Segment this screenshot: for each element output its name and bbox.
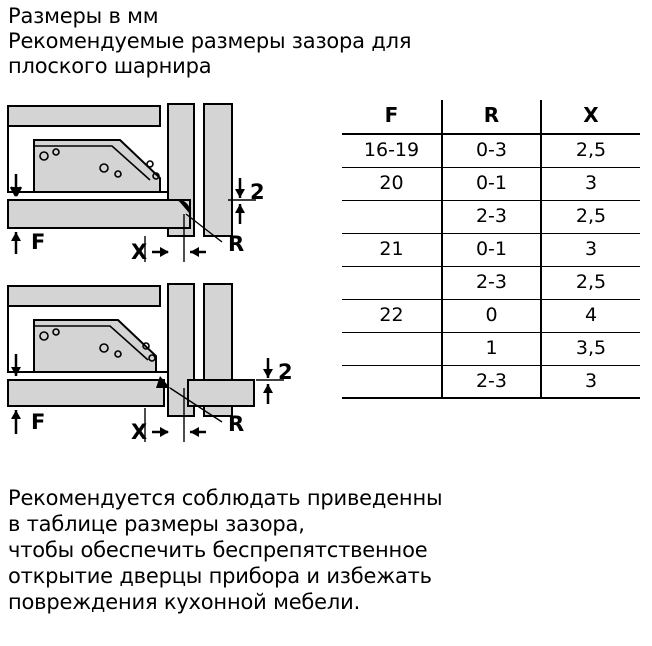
footer-note — [8, 485, 648, 615]
table-header-row — [342, 100, 640, 134]
cell-r: 2-3 — [442, 266, 541, 299]
cell-f — [342, 365, 442, 398]
footer-line-3: чтобы обеспечить беспрепятственное — [8, 538, 428, 562]
cell-f — [342, 266, 442, 299]
heading-line-3: плоского шарнира — [8, 54, 212, 78]
cell-f — [342, 200, 442, 233]
table-row — [342, 266, 640, 299]
cell-f: 16-19 — [342, 134, 442, 167]
cell-r: 0-1 — [442, 233, 541, 266]
table-row — [342, 233, 640, 266]
cell-x: 3 — [584, 238, 598, 260]
cell-r: 2-3 — [442, 365, 541, 398]
footer-line-1: Рекомендуется соблюдать приведенны — [8, 486, 443, 510]
cell-f: 21 — [342, 233, 442, 266]
table-row — [342, 332, 640, 365]
footer-line-5: повреждения кухонной мебели. — [8, 590, 361, 614]
label-gap-bottom: 2 — [278, 360, 293, 384]
cell-r: 0-3 — [442, 134, 541, 167]
footer-line-4: открытие дверцы прибора и избежать — [8, 564, 432, 588]
label-x-top: X — [131, 240, 148, 264]
dimensions-table — [342, 100, 640, 399]
table-header-f: F — [342, 100, 442, 134]
top-view-diagram — [8, 104, 265, 264]
dimensions-table-wrapper — [342, 100, 640, 399]
table-header-x: X — [583, 103, 599, 127]
bottom-view-diagram — [8, 284, 293, 444]
footer-line-2: в таблице размеры зазора, — [8, 512, 305, 536]
cell-r: 2-3 — [442, 200, 541, 233]
label-f-top: F — [31, 230, 46, 254]
cell-r: 1 — [442, 332, 541, 365]
cell-x: 2,5 — [575, 139, 607, 162]
cell-x: 3,5 — [575, 337, 607, 359]
cell-f — [342, 332, 442, 365]
table-row — [342, 200, 640, 233]
label-gap-top: 2 — [250, 180, 265, 204]
label-x-bottom: X — [131, 420, 148, 444]
cell-x: 2,5 — [575, 205, 607, 227]
cell-r: 0-1 — [442, 167, 541, 200]
table-row — [342, 299, 640, 332]
cell-r: 0 — [442, 299, 541, 332]
cell-f: 22 — [342, 299, 442, 332]
cell-x: 3 — [584, 369, 598, 392]
cell-x: 2,5 — [575, 271, 607, 293]
heading-line-1: Размеры в мм — [8, 4, 159, 28]
label-r-top: R — [228, 232, 245, 256]
page-title — [8, 4, 438, 79]
cell-x: 3 — [584, 172, 598, 194]
heading-line-2: Рекомендуемые размеры зазора для — [8, 29, 412, 53]
label-f-bottom: F — [31, 410, 46, 434]
label-r-bottom: R — [228, 412, 245, 436]
table-header-r: R — [442, 100, 541, 134]
table-row — [342, 365, 640, 398]
cell-f: 20 — [342, 167, 442, 200]
cell-x: 4 — [584, 304, 598, 326]
hinge-clearance-diagram — [0, 96, 330, 456]
table-row — [342, 167, 640, 200]
table-row — [342, 134, 640, 167]
